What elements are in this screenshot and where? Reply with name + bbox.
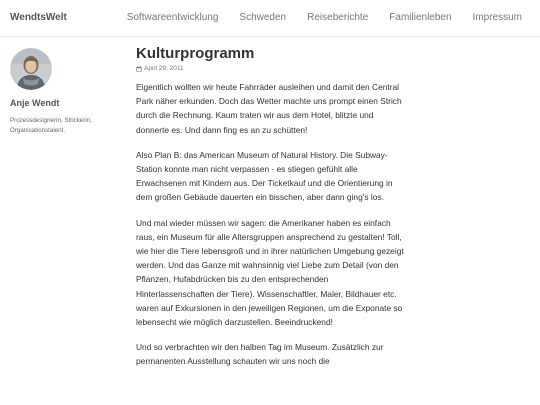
nav-item-impressum[interactable]: Impressum [472, 12, 522, 23]
post-title[interactable]: Kulturprogramm [136, 45, 255, 62]
main-nav [106, 12, 522, 23]
post-paragraph: Eigentlich wollten wir heute Fahrräder ausleihen und damit den Central Park näher erkunden. Doch das Wetter machte uns prompt einen Strich durch die Rechnung. Kaum traten wir aus dem Hotel, blitzte und donnerte es. Und dann fing es an zu schütten! [136, 82, 402, 135]
post-article [136, 44, 408, 380]
author-bio-line: Prozessdesignerin, Strickerin, [10, 117, 92, 124]
post-paragraph: Und so verbrachten wir den halben Tag im Museum. Zusätzlich zur permanenten Ausstellung schauten wir uns noch die [136, 342, 384, 367]
nav-item-schweden[interactable]: Schweden [239, 12, 287, 23]
post-date: April 29, 2011 [144, 65, 184, 72]
avatar [10, 48, 52, 90]
post-content [136, 80, 408, 369]
author-sidebar [10, 48, 120, 135]
post-paragraph: Und mal wieder müssen wir sagen: die Amerikaner haben es einfach raus, ein Museum für alle Altersgruppen ansprechend zu gestalten! Toll, wie hier die Tiere lebensgroß und in ihrer natürlichen Umgebung gezeigt werden. Und das Ganze mit wahnsinnig viel Liebe zum Detail (von den Pflanzen, Hufabdrücken bis zu den entsprechenden Hinterlassenschaften der Tiere). Wissenschaftler, Maler, Bildhauer etc. waren auf Exkursionen in den jeweiligen Regionen, um die Exponate so lebensecht wie möglich darzustellen. Beeindruckend! [136, 217, 404, 328]
post-meta [136, 65, 408, 72]
author-name: Anje Wendt [10, 98, 60, 108]
post-paragraph: Also Plan B: das American Museum of Natural History. Die Subway-Station konnte man nicht verpassen - es stiegen gefühlt alle Erwachsenen mit Kindern aus. Der Ticketkauf und die Orientierung in dem großen Gebäude dauerten ein bisschen, aber dann ging's los. [136, 149, 393, 203]
nav-item-reiseberichte[interactable]: Reiseberichte [307, 12, 369, 23]
author-bio-line: Organisationstalent. [10, 126, 66, 134]
top-navbar [0, 0, 540, 37]
author-bio [10, 116, 120, 135]
nav-item-familienleben[interactable]: Familienleben [389, 12, 452, 23]
calendar-icon [136, 66, 142, 72]
nav-item-softwareentwicklung[interactable]: Softwareentwicklung [126, 12, 219, 23]
site-brand[interactable]: WendtsWelt [10, 12, 67, 23]
